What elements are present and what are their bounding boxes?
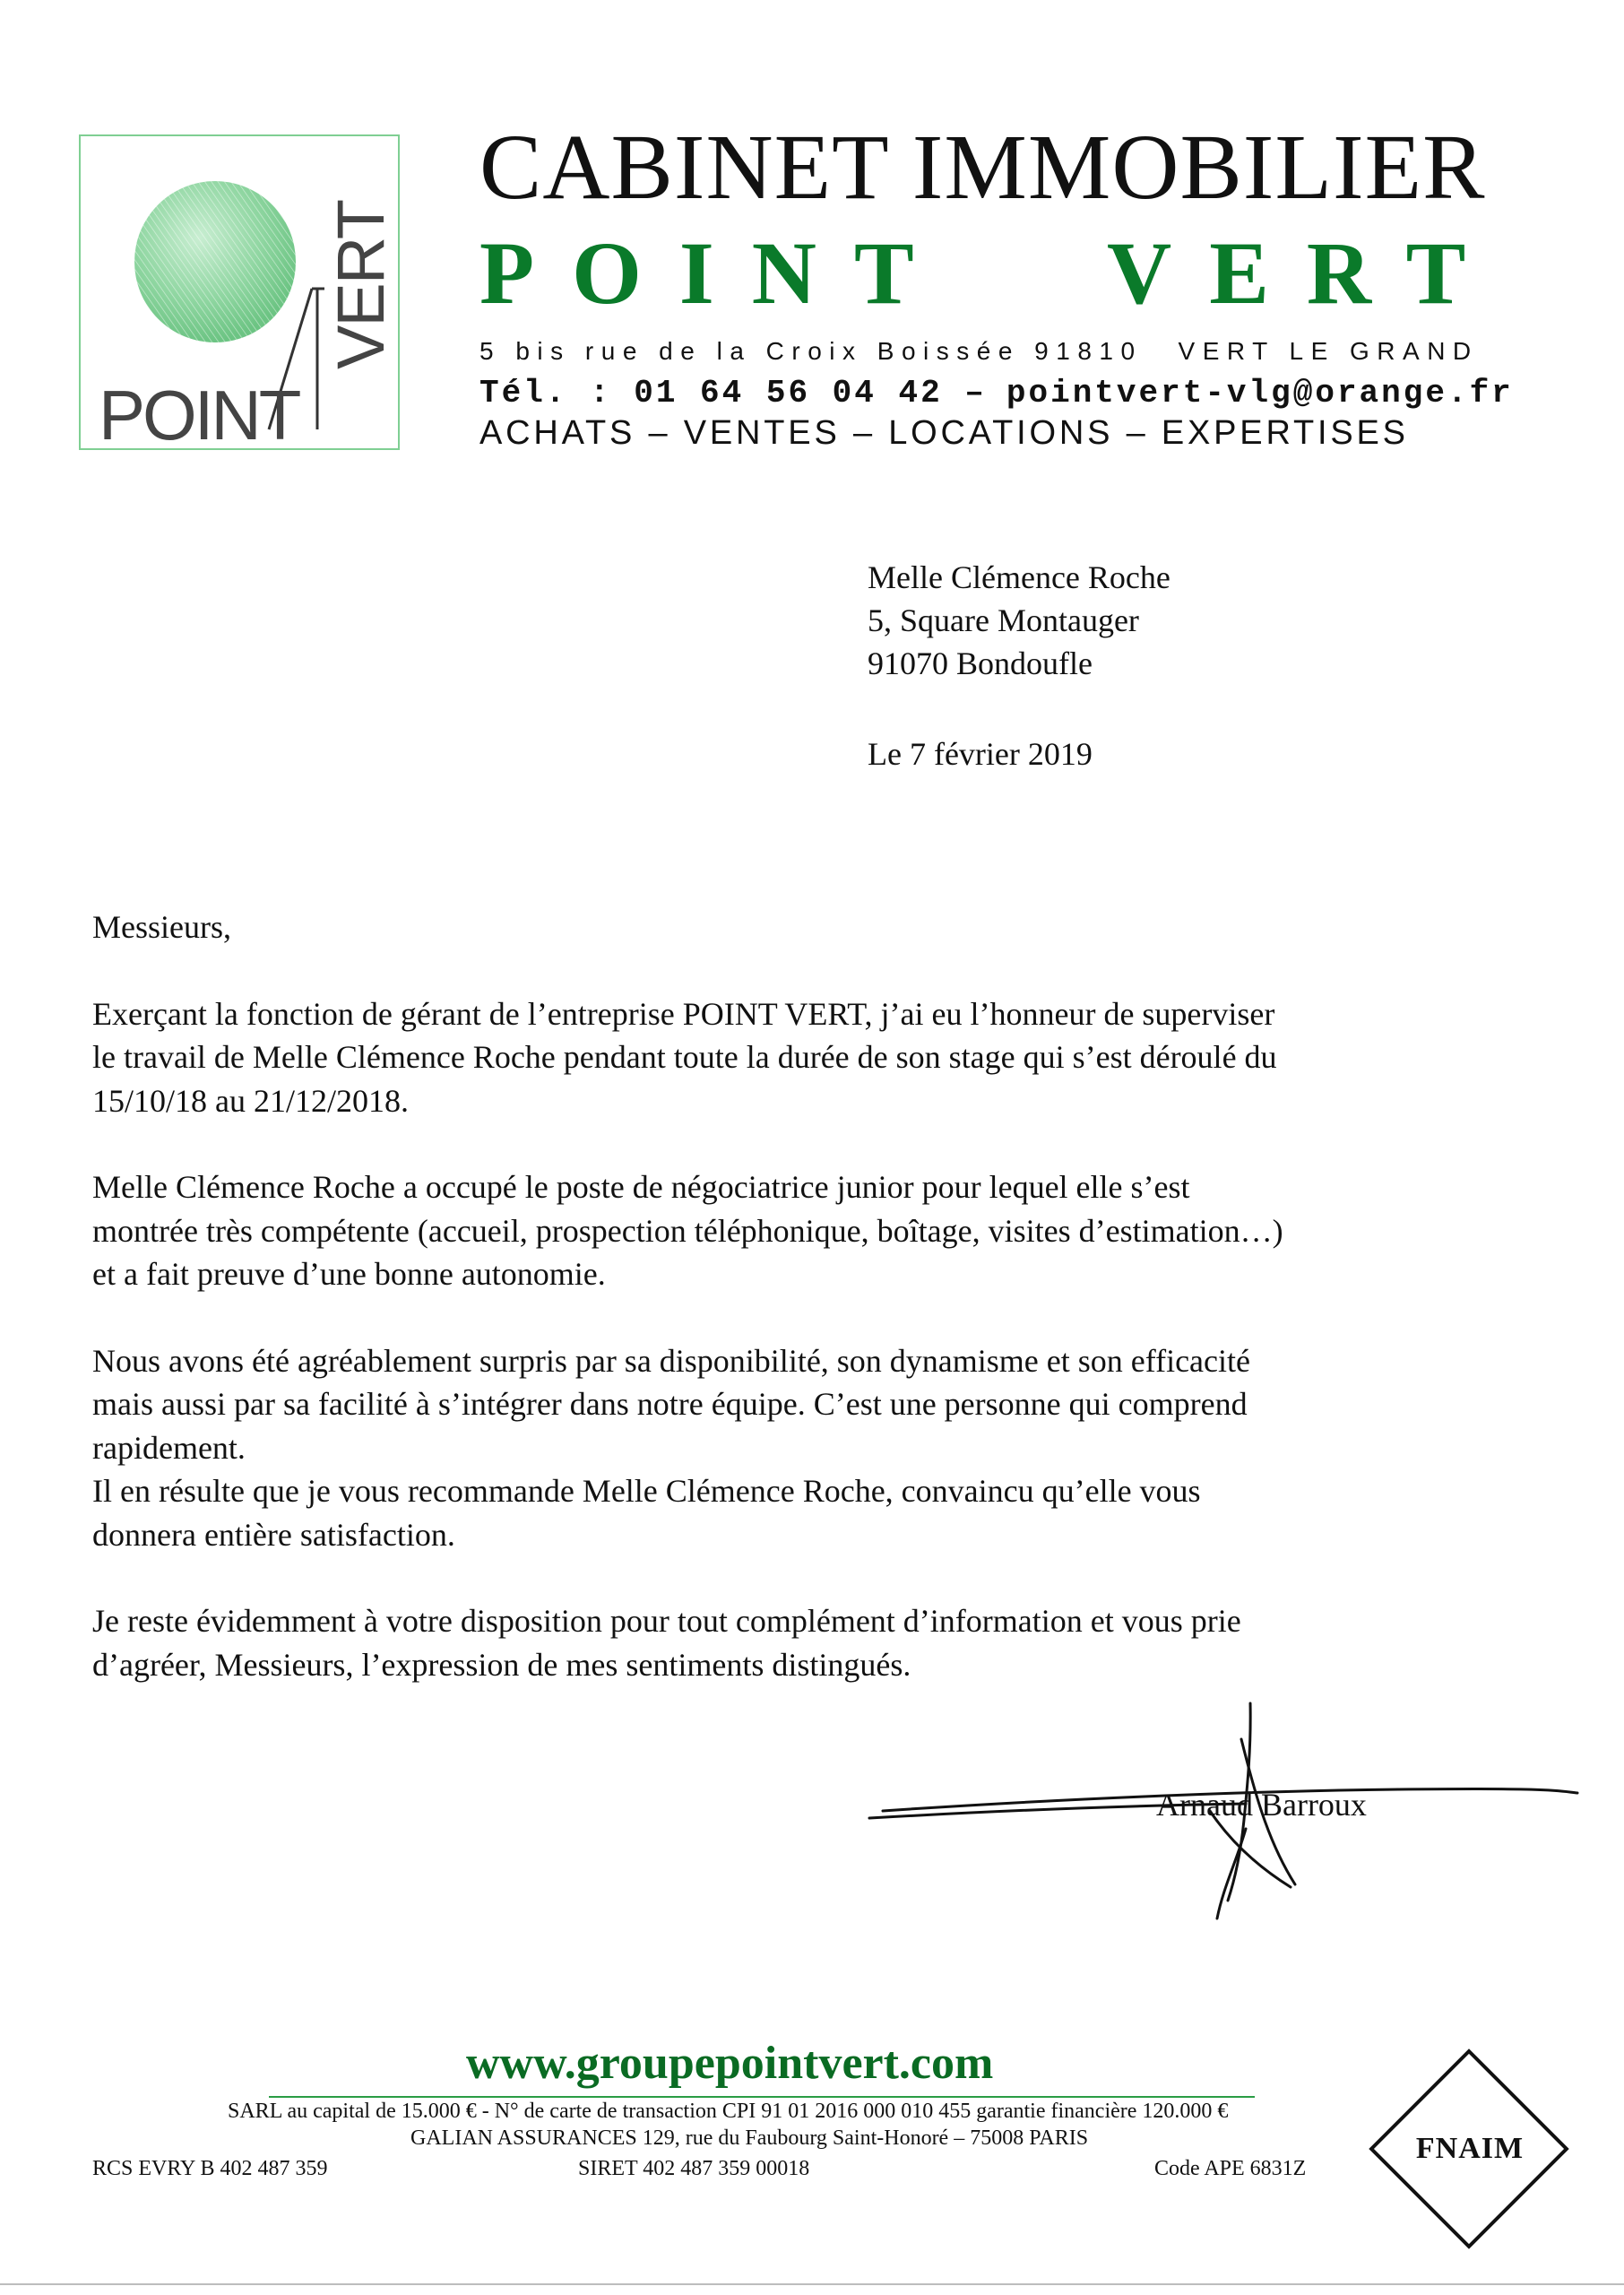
paragraph-line: Melle Clémence Roche a occupé le poste de négociatrice junior pour lequel elle s’est [92, 1169, 1190, 1205]
paragraph-line: et a fait preuve d’une bonne autonomie. [92, 1256, 606, 1292]
contact-line [479, 375, 1514, 411]
brand-word-point: POINT [479, 223, 952, 323]
paragraph-line: rapidement. [92, 1429, 246, 1466]
svg-text:VERT: VERT [324, 200, 398, 369]
fnaim-label: FNAIM [1415, 2132, 1525, 2165]
paragraph-line: Exerçant la fonction de gérant de l’entreprise POINT VERT, j’ai eu l’honneur de superviser [92, 995, 1275, 1032]
paragraph-line: Je reste évidemment à votre disposition pour tout complément d’information et vous prie [92, 1603, 1241, 1639]
footer-divider [269, 2096, 1255, 2098]
company-activities: ACHATS – VENTES – LOCATIONS – EXPERTISES [479, 414, 1409, 452]
paragraph-1 [92, 992, 1526, 1123]
recipient-city: 91070 Bondoufle [868, 645, 1093, 681]
paragraph-line: donnera entière satisfaction. [92, 1516, 455, 1553]
brand-name [479, 223, 1510, 323]
signatory-name: Arnaud Barroux [1156, 1787, 1367, 1823]
phone-number: Tél. : 01 64 56 04 42 – [479, 375, 987, 411]
company-address [479, 337, 1479, 366]
salutation: Messieurs, [92, 909, 231, 945]
brand-word-vert: VERT [1107, 223, 1504, 323]
paragraph-4 [92, 1599, 1526, 1686]
paragraph-line: Il en résulte que je vous recommande Melle Clémence Roche, convaincu qu’elle vous [92, 1473, 1201, 1509]
legal-ape: Code APE 6831Z [1154, 2157, 1307, 2180]
page-bottom-rule [0, 2283, 1624, 2285]
address-city: VERT LE GRAND [1178, 337, 1479, 365]
legal-line-insurance: GALIAN ASSURANCES 129, rue du Faubourg Saint-Honoré – 75008 PARIS [410, 2126, 1089, 2150]
company-logo [79, 134, 400, 450]
paragraph-line: mais aussi par sa facilité à s’intégrer dans notre équipe. C’est une personne qui comprend [92, 1386, 1248, 1422]
fnaim-badge [1371, 2051, 1568, 2248]
email-address[interactable]: pointvert-vlg@orange.fr [1006, 375, 1514, 411]
recipient-street: 5, Square Montauger [868, 602, 1139, 638]
paragraph-line: Nous avons été agréablement surpris par sa disponibilité, son dynamisme et son efficacité [92, 1342, 1250, 1379]
paragraph-line: 15/10/18 au 21/12/2018. [92, 1082, 409, 1119]
paragraph-line: montrée très compétente (accueil, prospection téléphonique, boîtage, visites d’estimation…) [92, 1212, 1283, 1249]
point-vert-logo-icon [81, 136, 402, 452]
legal-rcs: RCS EVRY B 402 487 359 [92, 2157, 328, 2180]
website-link[interactable]: www.groupepointvert.com [466, 2038, 994, 2089]
company-title: CABINET IMMOBILIER [479, 116, 1486, 219]
svg-text:POINT: POINT [99, 376, 299, 452]
recipient-block [868, 556, 1170, 685]
legal-line-capital: SARL au capital de 15.000 € - N° de carte de transaction CPI 91 01 2016 000 010 455 garantie financière 120.000 € [228, 2100, 1229, 2123]
recipient-name: Melle Clémence Roche [868, 559, 1170, 595]
letter-date: Le 7 février 2019 [868, 736, 1093, 772]
paragraph-line: le travail de Melle Clémence Roche pendant toute la durée de son stage qui s’est déroulé du [92, 1039, 1277, 1075]
paragraph-2 [92, 1165, 1526, 1296]
legal-siret: SIRET 402 487 359 00018 [578, 2157, 810, 2180]
paragraph-line: d’agréer, Messieurs, l’expression de mes sentiments distingués. [92, 1646, 911, 1683]
address-street: 5 bis rue de la Croix Boissée 91810 [479, 337, 1143, 365]
paragraph-3 [92, 1339, 1526, 1557]
letter-body [92, 905, 1526, 1729]
